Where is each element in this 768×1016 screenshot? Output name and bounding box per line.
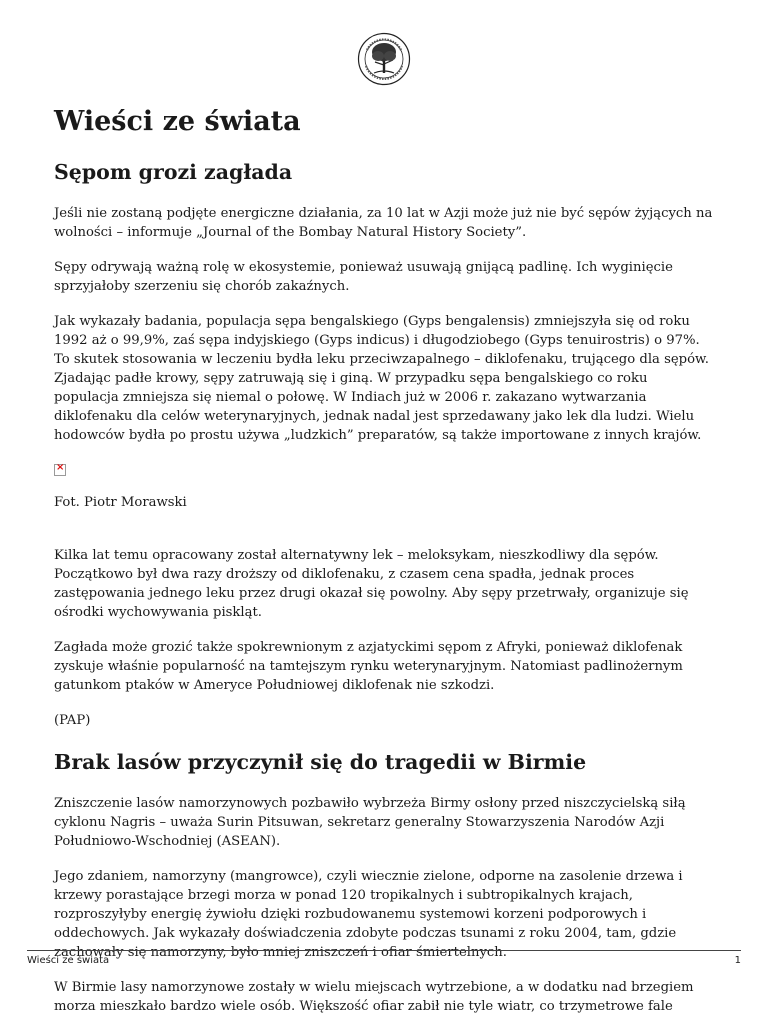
footer-title: Wieści ze świata <box>27 955 110 966</box>
page-footer <box>27 950 741 966</box>
page-title: Wieści ze świata <box>54 106 301 137</box>
article-source: (PAP) <box>54 712 91 728</box>
article-paragraph: Sępy odrywają ważną rolę w ekosystemie, ponieważ usuwają gnijącą padlinę. Ich wyginięcie sprzyjałoby szerzeniu się chorób zakaźnych. <box>54 259 673 294</box>
article-paragraph: Kilka lat temu opracowany został alternatywny lek – meloksykam, nieszkodliwy dla sępów. Początkowo był dwa razy droższy od diklofenaku, z czasem cena spadła, jednak proces zastępowania jednego leku przez drugi okazał się powolny. Aby sępy przetrwały, organizuje się ośrodki wychowywania piskląt. <box>54 547 689 620</box>
society-seal-logo <box>357 32 411 86</box>
article-paragraph: Jak wykazały badania, populacja sępa bengalskiego (Gyps bengalensis) zmniejszyła się od roku 1992 aż o 99,9%, zaś sępa indyjskiego (Gyps indicus) i długodziobego (Gyps tenuirostris) o 97%. To skutek stosowania w leczeniu bydła leku przeciwzapalnego – diklofenaku, trującego dla sępów. Zjadając padłe krowy, sępy zatruwają się i giną. W przypadku sępa bengalskiego co roku populacja zmniejsza się niemal o połowę. W Indiach już w 2006 r. zakazano wytwarzania diklofenaku dla celów weterynaryjnych, jednak nadal jest sprzedawany jako lek dla ludzi. Wielu hodowców bydła po prostu używa „ludzkich” preparatów, są także importowane z innych krajów. <box>54 313 709 443</box>
article-heading: Brak lasów przyczynił się do tragedii w Birmie <box>54 749 587 774</box>
article-heading: Sępom grozi zagłada <box>54 160 293 185</box>
article-paragraph: Jeśli nie zostaną podjęte energiczne działania, za 10 lat w Azji może już nie być sępów żyjących na wolności – informuje „Journal of the Bombay Natural History Society”. <box>54 205 713 240</box>
article-paragraph: Jego zdaniem, namorzyny (mangrowce), czyli wiecznie zielone, odporne na zasolenie drzewa i krzewy porastające brzegi morza w ponad 120 tropikalnych i subtropikalnych krajach, rozproszyłyby energię żywiołu dzięki rozbudowanemu systemowi korzeni podporowych i oddechowych. Jak wykazały doświadczenia zdobyte podczas tsunami z roku 2004, tam, gdzie zachowały się namorzyny, było mniej zniszczeń i ofiar śmiertelnych. <box>54 868 683 960</box>
article-paragraph: Zagłada może grozić także spokrewnionym z azjatyckimi sępom z Afryki, ponieważ diklofenak zyskuje właśnie popularność na tamtejszym rynku weterynaryjnym. Natomiast padlinożernym gatunkom ptaków w Ameryce Południowej diklofenak nie szkodzi. <box>54 639 683 693</box>
article-vultures <box>54 160 716 730</box>
article-paragraph: W Birmie lasy namorzynowe zostały w wielu miejscach wytrzebione, a w dodatku nad brzegiem morza mieszkało bardzo wiele osób. Większość ofiar zabił nie tyle wiatr, co trzymetrowe fale <box>54 979 694 1014</box>
page-number: 1 <box>734 955 741 966</box>
article-burma-forests <box>54 750 716 1016</box>
article-paragraph: Zniszczenie lasów namorzynowych pozbawiło wybrzeża Birmy osłony przed niszczycielską siłą cyklonu Nagris – uważa Surin Pitsuwan, sekretarz generalny Stowarzyszenia Narodów Azji Południowo-Wschodniej (ASEAN). <box>54 795 686 849</box>
broken-image-icon: × <box>54 464 66 476</box>
photo-caption: Fot. Piotr Morawski <box>54 494 187 510</box>
document-content <box>54 96 716 1016</box>
